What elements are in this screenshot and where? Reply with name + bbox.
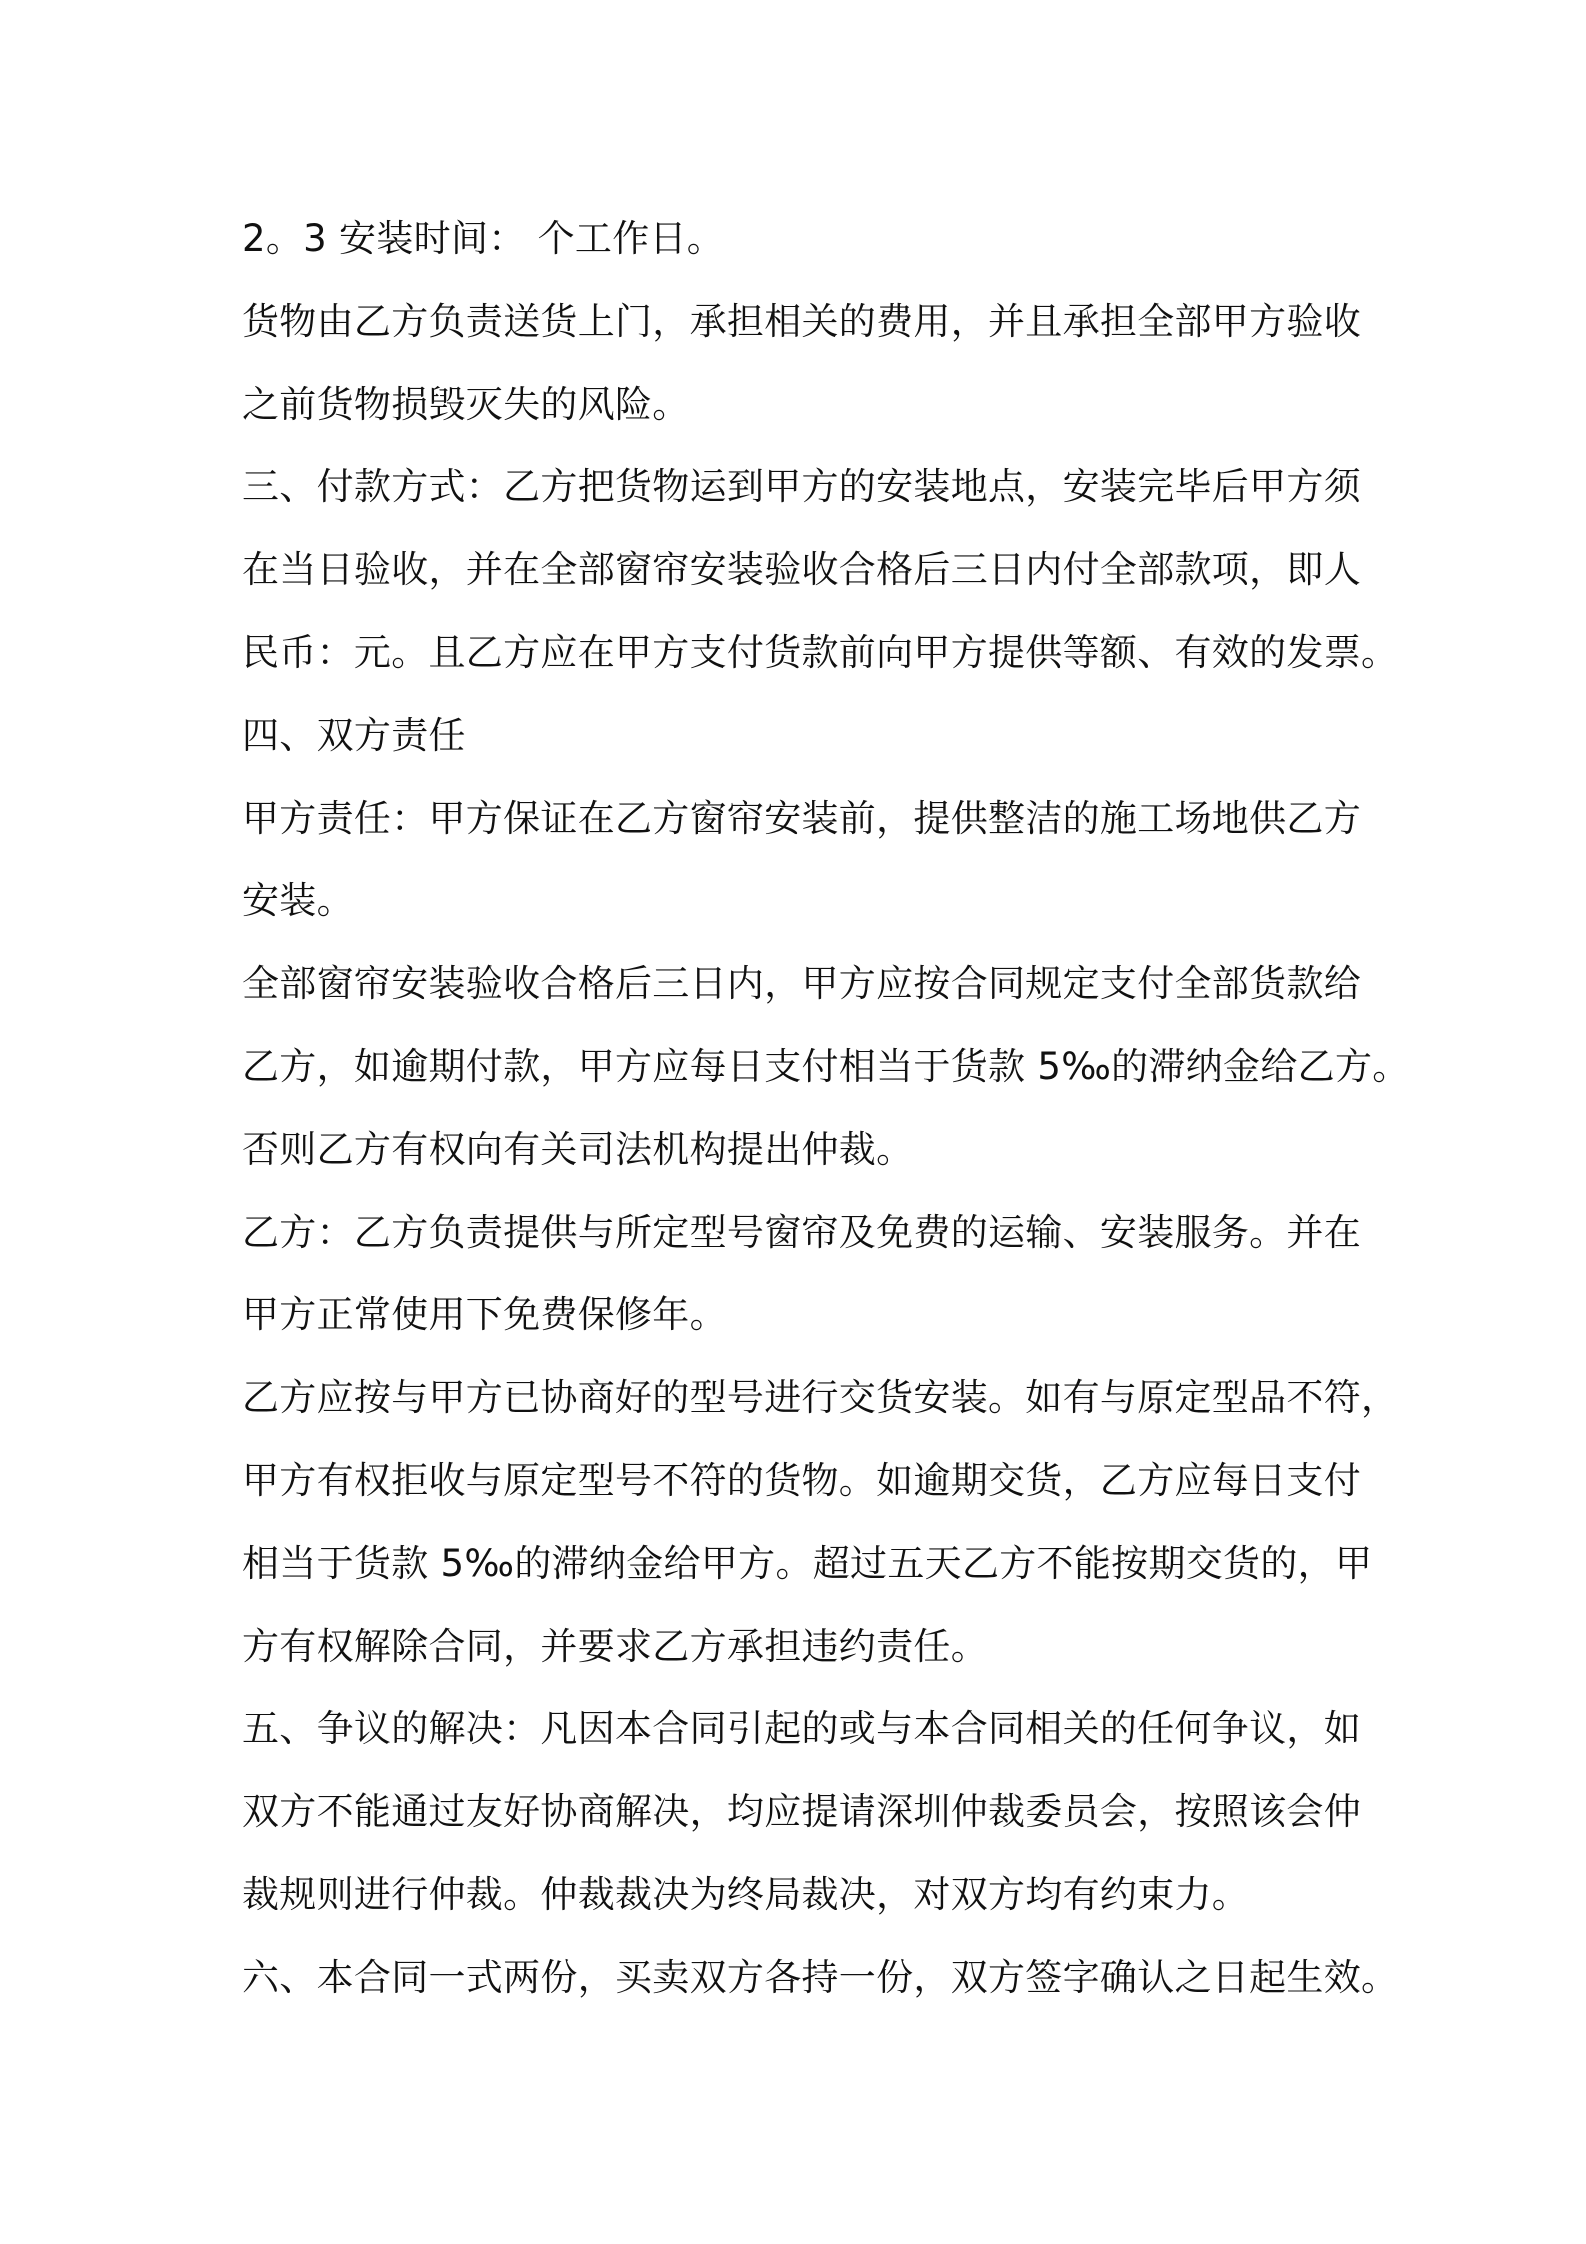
text-line-party-a-4: 乙方，如逾期付款，甲方应每日支付相当于货款 5‰的滞纳金给乙方。	[242, 1044, 1410, 1088]
contract-text-block	[242, 198, 1410, 2020]
text-line-delivery-2: 之前货物损毁灭失的风险。	[242, 382, 690, 426]
text-line-party-a-5: 否则乙方有权向有关司法机构提出仲裁。	[242, 1127, 914, 1171]
text-line-copies: 六、本合同一式两份，买卖双方各持一份，双方签字确认之日起生效。	[242, 1955, 1399, 1999]
text-line-payment-3: 民币：元。且乙方应在甲方支付货款前向甲方提供等额、有效的发票。	[242, 630, 1399, 674]
text-line-party-b-6: 方有权解除合同，并要求乙方承担违约责任。	[242, 1624, 988, 1668]
text-line-party-b-1: 乙方：乙方负责提供与所定型号窗帘及免费的运输、安装服务。并在	[242, 1210, 1361, 1254]
text-line-delivery-1: 货物由乙方负责送货上门，承担相关的费用，并且承担全部甲方验收	[242, 299, 1361, 343]
text-line-payment-2: 在当日验收，并在全部窗帘安装验收合格后三日内付全部款项，即人	[242, 548, 1361, 592]
text-line-dispute-2: 双方不能通过友好协商解决，均应提请深圳仲裁委员会，按照该会仲	[242, 1790, 1361, 1834]
text-line-party-a-1: 甲方责任：甲方保证在乙方窗帘安装前，提供整洁的施工场地供乙方	[242, 796, 1361, 840]
text-line-dispute-3: 裁规则进行仲裁。仲裁裁决为终局裁决，对双方均有约束力。	[242, 1872, 1250, 1916]
text-line-party-b-3: 乙方应按与甲方已协商好的型号进行交货安装。如有与原定型品不符，	[242, 1376, 1399, 1420]
text-line-party-a-3: 全部窗帘安装验收合格后三日内，甲方应按合同规定支付全部货款给	[242, 962, 1361, 1006]
text-line-party-b-4: 甲方有权拒收与原定型号不符的货物。如逾期交货，乙方应每日支付	[242, 1458, 1361, 1502]
text-line-dispute-1: 五、争议的解决：凡因本合同引起的或与本合同相关的任何争议，如	[242, 1707, 1361, 1751]
text-line-party-a-2: 安装。	[242, 879, 354, 923]
text-line-party-b-2: 甲方正常使用下免费保修年。	[242, 1293, 727, 1337]
text-line-payment-heading: 三、付款方式：乙方把货物运到甲方的安装地点，安装完毕后甲方须	[242, 465, 1361, 509]
section-heading-responsibilities: 四、双方责任	[242, 713, 466, 757]
text-line-party-b-5: 相当于货款 5‰的滞纳金给甲方。超过五天乙方不能按期交货的，甲	[242, 1541, 1373, 1585]
text-line-installation-time: 2。3 安装时间： 个工作日。	[242, 217, 725, 260]
